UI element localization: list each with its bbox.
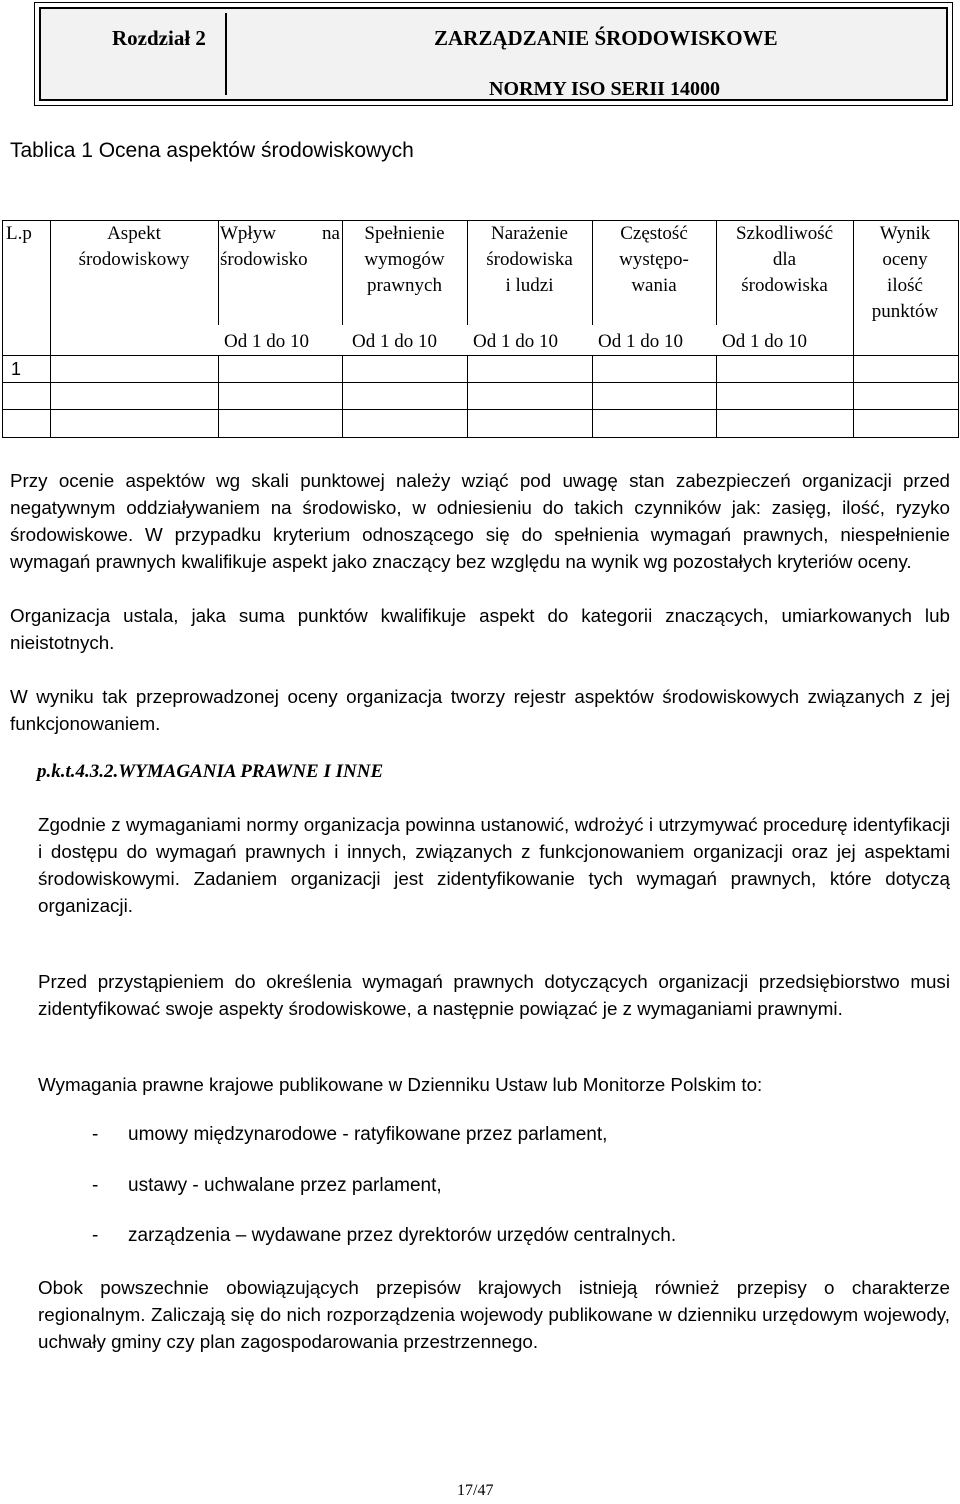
header-exposure: Narażenie środowiska i ludzi [486,223,573,296]
range-compliance: Od 1 do 10 [352,331,437,352]
page-number: 17/47 [457,1482,494,1499]
range-frequency: Od 1 do 10 [598,331,683,352]
header-lp: L.p [6,223,32,244]
paragraph-requirements: Zgodnie z wymaganiami normy organizacja powinna ustanowić, wdrożyć i utrzymywać procedurę identyfikacji i dostępu do wymagań prawnych i innych, związanych z funkcjonowaniem organizacji oraz jej aspektami środowiskowymi. Zadaniem organizacji jest zidentyfikowanie tych wymagań prawnych, które dotyczą organizacji. [38,814,950,916]
chapter-title: ZARZĄDZANIE ŚRODOWISKOWE [434,26,778,50]
paragraph-evaluation: Przy ocenie aspektów wg skali punktowej należy wziąć pod uwagę stan zabezpieczeń organizacji przed negatywnym oddziaływaniem na środowisko, w odniesieniu do takich czynników jak: zasięg, ilość, ryzyko środowiskowe. W przypadku kryterium odnoszącego się do spełnienia wymagań prawnych, niespełnienie wymagań prawnych kwalifikuje aspekt jako znaczący bez względu na wynik wg pozostałych kryteriów oceny. [10,470,950,572]
header-harmfulness: Szkodliwość dla środowiska [735,223,834,296]
header-divider [225,13,227,95]
header-result: Wynik oceny ilość punktów [871,223,939,322]
header-compliance: Spełnienie wymogów prawnych [364,223,445,296]
range-harmfulness: Od 1 do 10 [722,331,807,352]
table-caption: Tablica 1 Ocena aspektów środowiskowych [10,139,414,162]
aspect-assessment-table [2,220,959,438]
header-impact: Wpływ na środowisko [220,223,340,270]
paragraph-register: W wyniku tak przeprowadzonej oceny organizacja tworzy rejestr aspektów środowiskowych związanych z jej funkcjonowaniem. [10,686,950,734]
chapter-subtitle: NORMY ISO SERII 14000 [489,78,720,100]
header-aspect: Aspekt środowiskowy [78,223,190,270]
header-frequency: Częstość występo- wania [619,223,689,296]
section-heading: p.k.t.4.3.2.WYMAGANIA PRAWNE I INNE [37,761,384,782]
chapter-header-box [34,2,953,106]
paragraph-categories: Organizacja ustala, jaka suma punktów kwalifikuje aspekt do kategorii znaczących, umiarkowanych lub nieistotnych. [10,605,950,653]
range-exposure: Od 1 do 10 [473,331,558,352]
paragraph-regional: Obok powszechnie obowiązujących przepisów krajowych istnieją również przepisy o charakterze regionalnym. Zaliczają się do nich rozporządzenia wojewody publikowane w dzienniku urzędowym wojewody, uchwały gminy czy plan zagospodarowania przestrzennego. [38,1277,950,1352]
row-number: 1 [11,359,22,379]
chapter-label: Rozdział 2 [112,26,206,50]
paragraph-national-requirements: Wymagania prawne krajowe publikowane w Dzienniku Ustaw lub Monitorze Polskim to: [38,1074,763,1095]
chapter-header-inner [39,7,948,101]
paragraph-before-determining: Przed przystąpieniem do określenia wymagań prawnych dotyczących organizacji przedsiębiorstwo musi zidentyfikować swoje aspekty środowiskowe, a następnie powiązać je z wymaganiami prawnymi. [38,971,950,1019]
range-impact: Od 1 do 10 [224,331,309,352]
